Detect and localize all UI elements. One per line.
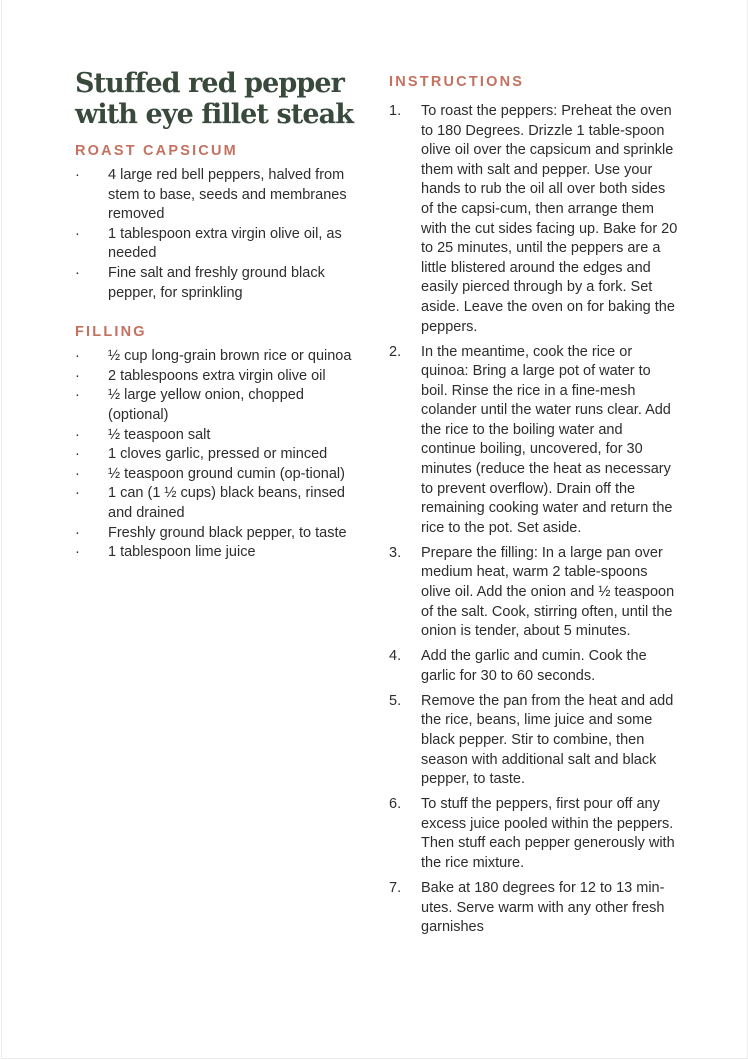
ingredient-item — [75, 543, 365, 563]
step-text: Bake at 180 degrees for 12 to 13 min-utes. Serve warm with any other fresh garnishes — [421, 879, 665, 936]
instruction-step — [389, 879, 681, 938]
instruction-step — [389, 102, 681, 337]
step-text: Add the garlic and cumin. Cook the garlic for 30 to 60 seconds. — [421, 648, 647, 684]
ingredient-item — [75, 347, 365, 367]
recipe-title: Stuffed red pepper with eye fillet steak — [75, 68, 354, 130]
bullet-icon: · — [75, 524, 80, 541]
bullet-icon: · — [75, 446, 80, 463]
instructions-list — [389, 102, 681, 938]
instruction-step — [389, 692, 681, 790]
recipe-page — [1, 0, 748, 1059]
step-number: 2. — [389, 343, 402, 360]
instruction-step — [389, 795, 681, 873]
bullet-icon: · — [75, 426, 80, 443]
instructions-column — [389, 73, 681, 943]
step-number: 4. — [389, 648, 402, 665]
ingredient-text: ½ teaspoon ground cumin (op-tional) — [108, 465, 345, 482]
step-number: 7. — [389, 879, 402, 896]
ingredient-text: Fine salt and freshly ground black pepper, for sprinkling — [108, 264, 325, 301]
ingredient-text: 1 cloves garlic, pressed or minced — [108, 446, 328, 463]
bullet-icon: · — [75, 348, 80, 365]
step-text: Remove the pan from the heat and add the rice, beans, lime juice and some black pepper. Stir to combine, then season with additional salt and black pepper, to taste. — [421, 692, 674, 788]
bullet-icon: · — [75, 225, 80, 242]
ingredient-text: 2 tablespoons extra virgin olive oil — [108, 367, 326, 384]
instructions-heading: INSTRUCTIONS — [389, 74, 525, 90]
ingredient-item — [75, 264, 365, 303]
step-number: 5. — [389, 692, 402, 709]
ingredient-text: 1 tablespoon lime juice — [108, 544, 256, 561]
ingredient-item — [75, 386, 365, 425]
bullet-icon: · — [75, 544, 80, 561]
ingredient-item — [75, 524, 365, 544]
bullet-icon: · — [75, 367, 80, 384]
ingredient-text: ½ cup long-grain brown rice or quinoa — [108, 348, 352, 365]
bullet-icon: · — [75, 485, 80, 502]
bullet-icon: · — [75, 465, 80, 482]
ingredient-text: 1 tablespoon extra virgin olive oil, as needed — [108, 225, 342, 262]
bullet-icon: · — [75, 264, 80, 281]
step-text: Prepare the filling: In a large pan over medium heat, warm 2 table-spoons olive oil. Add the onion and ½ teaspoon of the salt. Cook, stirring often, until the onion is tender, about 5 minutes. — [421, 544, 675, 640]
instruction-step — [389, 544, 681, 642]
step-text: To roast the peppers: Preheat the oven to 180 Degrees. Drizzle 1 table-spoon olive oil over the capsicum and sprinkle them with salt and pepper. Use your hands to rub the oil all over both sides of the capsi-cum, then arrange them with the cut sides facing up. Bake for 20 to 25 minutes, until the peppers are a little blistered around the edges and easily pierced through by a fork. Set aside. Leave the oven on for baking the peppers. — [421, 103, 678, 335]
ingredients-column — [75, 68, 365, 563]
step-text: To stuff the peppers, first pour off any excess juice pooled within the peppers. Then stuff each pepper generously with the rice mixture. — [421, 796, 675, 871]
ingredient-item — [75, 445, 365, 465]
bullet-icon: · — [75, 167, 80, 183]
ingredient-item — [75, 225, 365, 264]
ingredient-item — [75, 484, 365, 523]
roast-capsicum-heading: ROAST CAPSICUM — [75, 143, 238, 159]
instruction-step — [389, 343, 681, 539]
roast-capsicum-list — [75, 166, 365, 303]
step-number: 3. — [389, 544, 402, 561]
step-number: 6. — [389, 796, 402, 813]
ingredient-text: 4 large red bell peppers, halved from stem to base, seeds and membranes removed — [108, 167, 347, 223]
ingredient-item — [75, 465, 365, 485]
ingredient-text: ½ large yellow onion, chopped (optional) — [108, 387, 304, 423]
ingredient-text: Freshly ground black pepper, to taste — [108, 524, 347, 541]
ingredient-text: ½ teaspoon salt — [108, 426, 211, 443]
step-text: In the meantime, cook the rice or quinoa: Bring a large pot of water to boil. Rinse the rice in a fine-mesh colander until the water runs clear. Add the rice to the boiling water and continue boiling, uncovered, for 30 minutes (reduce the heat as necessary to prevent overflow). Drain off the remaining cooking water and return the rice to the pot. Set aside. — [421, 343, 673, 536]
filling-list — [75, 347, 365, 563]
bullet-icon: · — [75, 387, 80, 404]
ingredient-item — [75, 426, 365, 446]
ingredient-item — [75, 367, 365, 387]
ingredient-text: 1 can (1 ½ cups) black beans, rinsed and drained — [108, 485, 345, 521]
ingredient-item — [75, 166, 365, 225]
step-number: 1. — [389, 103, 402, 119]
filling-heading: FILLING — [75, 324, 147, 341]
instruction-step — [389, 647, 681, 686]
